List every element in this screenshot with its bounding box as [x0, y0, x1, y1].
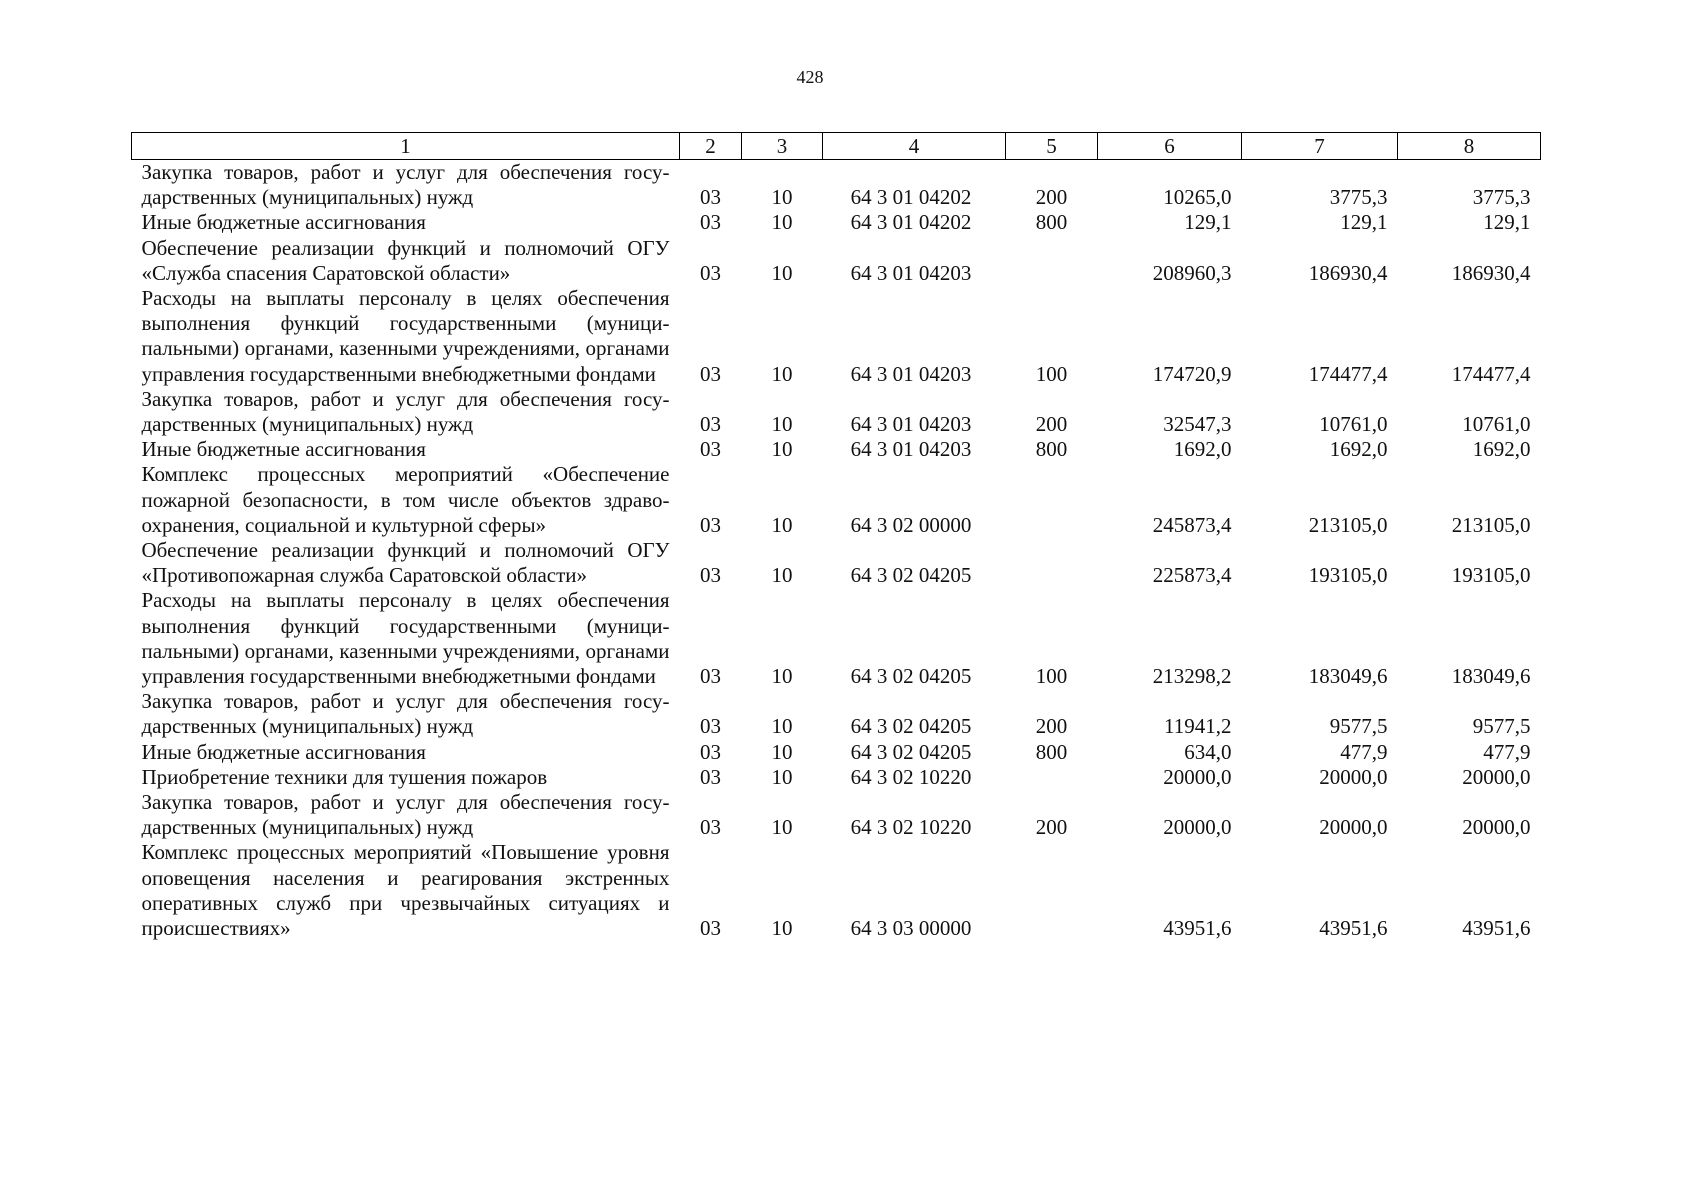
expense-type-cell: 200	[1035, 185, 1068, 210]
subsection-code-cell: 10	[771, 437, 793, 462]
amount-cell: 43951,6	[1319, 916, 1388, 941]
amount-cell: 9577,5	[1472, 714, 1531, 739]
row-name-cell: Закупка товаров, работ и услуг для обеспечения государственных (муниципальных) нужд	[141, 386, 670, 437]
row-name-cell: Иные бюджетные ассигнования	[141, 437, 426, 462]
amount-cell: 1692,0	[1173, 437, 1232, 462]
section-code-cell: 03	[700, 210, 721, 235]
row-name-cell: Расходы на выплаты персоналу в целях обеспечения выполнения функций государственными (муниципальными) органами, казенными учреждениями, органами управления государственными внебюджетными фондами	[141, 588, 670, 689]
subsection-code-cell: 10	[771, 361, 793, 386]
amount-cell: 183049,6	[1308, 664, 1388, 689]
amount-cell: 129,1	[1483, 210, 1531, 235]
expense-type-cell: 200	[1035, 815, 1068, 840]
subsection-code-cell: 10	[771, 412, 793, 437]
expense-type-cell: 200	[1035, 412, 1068, 437]
amount-cell: 174477,4	[1308, 361, 1388, 386]
amount-cell: 32547,3	[1163, 412, 1232, 437]
subsection-code-cell: 10	[771, 714, 793, 739]
subsection-code-cell: 10	[771, 512, 793, 537]
row-name-cell: Комплекс процессных мероприятий «Обеспечение пожарной безопасности, в том числе объектов здравоохранения, социальной и культурной сферы»	[141, 462, 670, 537]
amount-cell: 183049,6	[1451, 664, 1531, 689]
section-code-cell: 03	[700, 412, 721, 437]
table-row	[132, 286, 1541, 387]
column-header: 2	[680, 133, 742, 160]
amount-cell: 9577,5	[1329, 714, 1388, 739]
target-article-cell: 64 3 02 10220	[850, 815, 972, 840]
expense-type-cell	[1006, 538, 1098, 588]
amount-cell: 1692,0	[1472, 437, 1531, 462]
amount-cell: 10265,0	[1163, 185, 1232, 210]
amount-cell: 477,9	[1483, 739, 1531, 764]
target-article-cell: 64 3 01 04203	[850, 361, 972, 386]
amount-cell: 186930,4	[1308, 260, 1388, 285]
amount-cell: 129,1	[1340, 210, 1388, 235]
row-name-cell: Комплекс процессных мероприятий «Повышение уровня оповещения населения и реагирования экстренных оперативных служб при чрезвычайных ситуациях и происшествиях»	[141, 840, 670, 941]
amount-cell: 20000,0	[1319, 815, 1388, 840]
section-code-cell: 03	[700, 563, 721, 588]
table-header-row	[132, 133, 1541, 160]
expense-type-cell: 200	[1035, 714, 1068, 739]
target-article-cell: 64 3 02 04205	[850, 563, 972, 588]
amount-cell: 1692,0	[1329, 437, 1388, 462]
section-code-cell: 03	[700, 437, 721, 462]
target-article-cell: 64 3 01 04202	[850, 185, 972, 210]
table-row	[132, 437, 1541, 462]
target-article-cell: 64 3 01 04203	[850, 260, 972, 285]
subsection-code-cell: 10	[771, 764, 793, 789]
amount-cell: 213105,0	[1308, 512, 1388, 537]
section-code-cell: 03	[700, 714, 721, 739]
target-article-cell: 64 3 02 04205	[850, 664, 972, 689]
amount-cell: 20000,0	[1462, 764, 1531, 789]
subsection-code-cell: 10	[771, 210, 793, 235]
target-article-cell: 64 3 02 04205	[850, 739, 972, 764]
section-code-cell: 03	[700, 916, 721, 941]
target-article-cell: 64 3 02 04205	[850, 714, 972, 739]
expense-type-cell	[1006, 840, 1098, 941]
amount-cell: 193105,0	[1451, 563, 1531, 588]
table-row	[132, 462, 1541, 538]
section-code-cell: 03	[700, 739, 721, 764]
subsection-code-cell: 10	[771, 563, 793, 588]
target-article-cell: 64 3 01 04203	[850, 412, 972, 437]
section-code-cell: 03	[700, 815, 721, 840]
section-code-cell: 03	[700, 764, 721, 789]
table-row	[132, 790, 1541, 840]
expense-type-cell	[1006, 765, 1098, 790]
amount-cell: 43951,6	[1163, 916, 1232, 941]
target-article-cell: 64 3 02 10220	[850, 764, 972, 789]
column-header: 4	[823, 133, 1006, 160]
amount-cell: 174477,4	[1451, 361, 1531, 386]
expense-type-cell: 100	[1035, 664, 1068, 689]
target-article-cell: 64 3 01 04202	[850, 210, 972, 235]
column-header: 5	[1006, 133, 1098, 160]
row-name-cell: Закупка товаров, работ и услуг для обеспечения государственных (муниципальных) нужд	[141, 790, 670, 840]
amount-cell: 245873,4	[1152, 512, 1232, 537]
expense-type-cell	[1006, 462, 1098, 538]
table-row	[132, 840, 1541, 941]
section-code-cell: 03	[700, 664, 721, 689]
subsection-code-cell: 10	[771, 664, 793, 689]
amount-cell: 20000,0	[1163, 815, 1232, 840]
amount-cell: 20000,0	[1319, 764, 1388, 789]
table-row	[132, 236, 1541, 286]
table-row	[132, 160, 1541, 211]
column-header: 8	[1398, 133, 1541, 160]
expense-type-cell: 800	[1035, 437, 1068, 462]
row-name-cell: Закупка товаров, работ и услуг для обеспечения государственных (муниципальных) нужд	[141, 160, 670, 210]
subsection-code-cell: 10	[771, 185, 793, 210]
table-row	[132, 740, 1541, 765]
subsection-code-cell: 10	[771, 260, 793, 285]
table-row	[132, 689, 1541, 739]
amount-cell: 213298,2	[1152, 664, 1232, 689]
amount-cell: 193105,0	[1308, 563, 1388, 588]
target-article-cell: 64 3 03 00000	[850, 916, 972, 941]
amount-cell: 208960,3	[1152, 260, 1232, 285]
subsection-code-cell: 10	[771, 739, 793, 764]
amount-cell: 477,9	[1340, 739, 1388, 764]
amount-cell: 20000,0	[1462, 815, 1531, 840]
amount-cell: 3775,3	[1472, 185, 1531, 210]
row-name-cell: Обеспечение реализации функций и полномочий ОГУ «Противопожарная служба Саратовской области»	[141, 538, 670, 588]
column-header: 1	[132, 133, 680, 160]
amount-cell: 225873,4	[1152, 563, 1232, 588]
column-header: 6	[1098, 133, 1242, 160]
table-row	[132, 387, 1541, 437]
table-row	[132, 765, 1541, 790]
expense-type-cell: 100	[1035, 361, 1068, 386]
section-code-cell: 03	[700, 512, 721, 537]
amount-cell: 174720,9	[1152, 361, 1232, 386]
amount-cell: 3775,3	[1329, 185, 1388, 210]
section-code-cell: 03	[700, 185, 721, 210]
expense-type-cell: 800	[1035, 739, 1068, 764]
row-name-cell: Обеспечение реализации функций и полномочий ОГУ «Служба спасения Саратовской области»	[141, 235, 670, 285]
row-name-cell: Закупка товаров, работ и услуг для обеспечения государственных (муниципальных) нужд	[141, 689, 670, 739]
target-article-cell: 64 3 01 04203	[850, 437, 972, 462]
table-row	[132, 210, 1541, 235]
target-article-cell: 64 3 02 00000	[850, 512, 972, 537]
table-row	[132, 538, 1541, 588]
amount-cell: 634,0	[1184, 739, 1232, 764]
row-name-cell: Расходы на выплаты персоналу в целях обеспечения выполнения функций государственными (муниципальными) органами, казенными учреждениями, органами управления государственными внебюджетными фондами	[141, 286, 670, 386]
amount-cell: 213105,0	[1451, 512, 1531, 537]
amount-cell: 11941,2	[1164, 714, 1232, 739]
amount-cell: 129,1	[1184, 210, 1232, 235]
subsection-code-cell: 10	[771, 815, 793, 840]
subsection-code-cell: 10	[771, 916, 793, 941]
section-code-cell: 03	[700, 260, 721, 285]
row-name-cell: Приобретение техники для тушения пожаров	[141, 764, 548, 789]
row-name-cell: Иные бюджетные ассигнования	[141, 210, 426, 235]
column-header: 3	[742, 133, 823, 160]
amount-cell: 20000,0	[1163, 764, 1232, 789]
expense-type-cell: 800	[1035, 210, 1068, 235]
section-code-cell: 03	[700, 361, 721, 386]
row-name-cell: Иные бюджетные ассигнования	[141, 739, 426, 764]
page-number: 428	[796, 67, 824, 87]
table-row	[132, 588, 1541, 689]
budget-table	[131, 132, 1541, 941]
amount-cell: 43951,6	[1462, 916, 1531, 941]
column-header: 7	[1242, 133, 1398, 160]
amount-cell: 186930,4	[1451, 260, 1531, 285]
amount-cell: 10761,0	[1319, 412, 1388, 437]
amount-cell: 10761,0	[1462, 412, 1531, 437]
expense-type-cell	[1006, 236, 1098, 286]
table-body	[132, 160, 1541, 942]
